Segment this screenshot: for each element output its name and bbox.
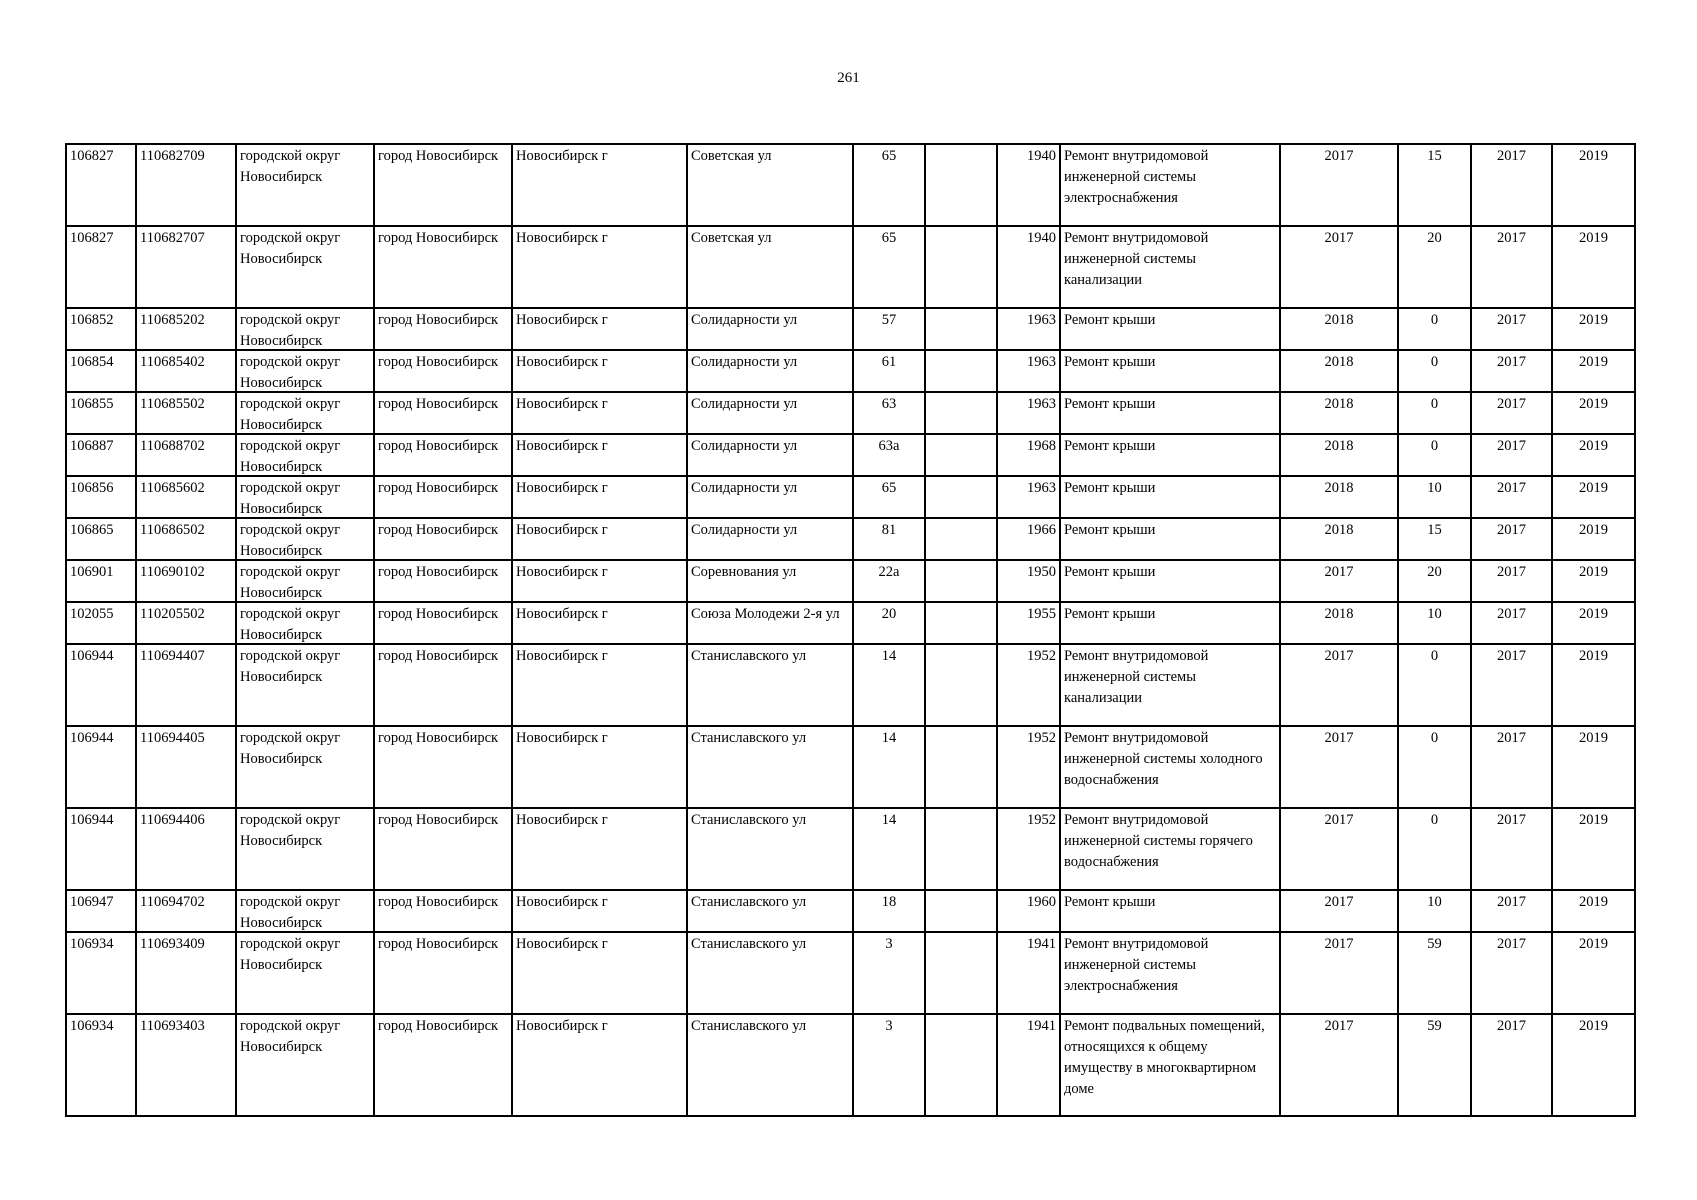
cell-code: 110694702 <box>136 890 236 932</box>
cell-id: 106944 <box>66 644 136 726</box>
cell-text: Соревнования ул <box>691 564 797 580</box>
cell-building <box>925 890 997 932</box>
cell-year-built: 1968 <box>997 434 1060 476</box>
cell-period-end: 2019 <box>1552 932 1635 1014</box>
cell-district <box>236 434 374 476</box>
cell-period-start: 2017 <box>1471 392 1552 434</box>
cell-text: Солидарности ул <box>691 354 798 370</box>
cell-text: Станиславского ул <box>691 894 807 910</box>
cell-city: Новосибирск г <box>512 350 687 392</box>
cell-text: город Новосибирск <box>378 606 499 622</box>
cell-plan-year: 2017 <box>1280 1014 1398 1116</box>
cell-period-end: 2019 <box>1552 308 1635 350</box>
cell-code: 110685402 <box>136 350 236 392</box>
cell-district: городской округ Новосибирск <box>236 726 374 808</box>
cell-city: Новосибирск г <box>512 808 687 890</box>
table-body <box>66 144 1635 1116</box>
cell-house: 61 <box>853 350 925 392</box>
cell-house: 81 <box>853 518 925 560</box>
cell-plan-year: 2017 <box>1280 890 1398 932</box>
cell-house: 65 <box>853 144 925 226</box>
cell-city: Новосибирск г <box>512 932 687 1014</box>
table-row <box>66 560 1635 602</box>
cell-city: Новосибирск г <box>512 476 687 518</box>
cell-text: город Новосибирск <box>378 396 499 412</box>
cell-district: городской округ Новосибирск <box>236 644 374 726</box>
cell-id: 106934 <box>66 1014 136 1116</box>
cell-street: Станиславского ул <box>687 726 853 808</box>
cell-text: городской округ Новосибирск <box>240 354 341 391</box>
cell-work: Ремонт внутридомовой инженерной системы электроснабжения <box>1060 144 1280 226</box>
cell-street: Станиславского ул <box>687 644 853 726</box>
cell-period-end: 2019 <box>1552 808 1635 890</box>
cell-period-end: 2019 <box>1552 890 1635 932</box>
cell-period-start: 2017 <box>1471 476 1552 518</box>
cell-settlement <box>374 434 512 476</box>
cell-year-built: 1940 <box>997 226 1060 308</box>
cell-house: 18 <box>853 890 925 932</box>
cell-plan-year: 2018 <box>1280 476 1398 518</box>
cell-plan-year: 2018 <box>1280 350 1398 392</box>
cell-settlement: город Новосибирск <box>374 144 512 226</box>
cell-year-built: 1963 <box>997 392 1060 434</box>
cell-id: 106865 <box>66 518 136 560</box>
cell-wear: 0 <box>1398 434 1471 476</box>
cell-period-start: 2017 <box>1471 518 1552 560</box>
cell-code: 110694405 <box>136 726 236 808</box>
cell-city: Новосибирск г <box>512 560 687 602</box>
cell-street <box>687 890 853 932</box>
cell-year-built: 1952 <box>997 808 1060 890</box>
cell-period-end: 2019 <box>1552 144 1635 226</box>
cell-code: 110693409 <box>136 932 236 1014</box>
cell-text: город Новосибирск <box>378 438 499 454</box>
cell-id: 106947 <box>66 890 136 932</box>
cell-building <box>925 518 997 560</box>
cell-period-end: 2019 <box>1552 392 1635 434</box>
cell-text: Солидарности ул <box>691 438 798 454</box>
cell-plan-year: 2018 <box>1280 518 1398 560</box>
cell-work: Ремонт крыши <box>1060 602 1280 644</box>
cell-house: 20 <box>853 602 925 644</box>
cell-street <box>687 392 853 434</box>
cell-code: 110685602 <box>136 476 236 518</box>
table-row <box>66 1014 1635 1116</box>
table-row <box>66 518 1635 560</box>
cell-settlement <box>374 518 512 560</box>
cell-district: городской округ Новосибирск <box>236 808 374 890</box>
cell-wear: 15 <box>1398 518 1471 560</box>
table-row <box>66 808 1635 890</box>
cell-building <box>925 560 997 602</box>
cell-text: городской округ Новосибирск <box>240 606 341 643</box>
cell-settlement: город Новосибирск <box>374 1014 512 1116</box>
cell-period-end: 2019 <box>1552 726 1635 808</box>
cell-wear: 20 <box>1398 560 1471 602</box>
cell-code: 110682707 <box>136 226 236 308</box>
table-row <box>66 308 1635 350</box>
cell-id: 106887 <box>66 434 136 476</box>
cell-house: 65 <box>853 226 925 308</box>
cell-year-built: 1955 <box>997 602 1060 644</box>
cell-year-built: 1963 <box>997 308 1060 350</box>
cell-year-built: 1963 <box>997 350 1060 392</box>
cell-period-end: 2019 <box>1552 226 1635 308</box>
cell-work: Ремонт крыши <box>1060 560 1280 602</box>
cell-text: городской округ Новосибирск <box>240 396 341 433</box>
cell-wear: 10 <box>1398 476 1471 518</box>
cell-district <box>236 476 374 518</box>
cell-street: Станиславского ул <box>687 1014 853 1116</box>
cell-settlement <box>374 890 512 932</box>
cell-building <box>925 350 997 392</box>
cell-text: городской округ Новосибирск <box>240 312 341 349</box>
cell-id: 106827 <box>66 226 136 308</box>
cell-year-built: 1940 <box>997 144 1060 226</box>
cell-street <box>687 308 853 350</box>
cell-period-start: 2017 <box>1471 560 1552 602</box>
cell-period-start: 2017 <box>1471 644 1552 726</box>
cell-period-start: 2017 <box>1471 1014 1552 1116</box>
cell-work: Ремонт внутридомовой инженерной системы холодного водоснабжения <box>1060 726 1280 808</box>
cell-district: городской округ Новосибирск <box>236 144 374 226</box>
cell-text: город Новосибирск <box>378 480 499 496</box>
cell-building <box>925 726 997 808</box>
cell-house: 65 <box>853 476 925 518</box>
cell-period-end: 2019 <box>1552 476 1635 518</box>
cell-settlement: город Новосибирск <box>374 808 512 890</box>
table-row <box>66 144 1635 226</box>
cell-house: 14 <box>853 726 925 808</box>
cell-street: Советская ул <box>687 144 853 226</box>
cell-period-start: 2017 <box>1471 602 1552 644</box>
cell-settlement: город Новосибирск <box>374 932 512 1014</box>
cell-district <box>236 518 374 560</box>
cell-settlement <box>374 476 512 518</box>
cell-code: 110694406 <box>136 808 236 890</box>
cell-period-start: 2017 <box>1471 308 1552 350</box>
cell-period-end: 2019 <box>1552 518 1635 560</box>
cell-period-start: 2017 <box>1471 144 1552 226</box>
repair-registry-table <box>65 143 1636 1117</box>
cell-work: Ремонт внутридомовой инженерной системы электроснабжения <box>1060 932 1280 1014</box>
cell-code: 110685202 <box>136 308 236 350</box>
cell-plan-year: 2018 <box>1280 392 1398 434</box>
cell-wear: 15 <box>1398 144 1471 226</box>
cell-settlement <box>374 392 512 434</box>
cell-id: 106944 <box>66 726 136 808</box>
cell-id: 106854 <box>66 350 136 392</box>
cell-id: 106856 <box>66 476 136 518</box>
cell-building <box>925 308 997 350</box>
cell-id: 106901 <box>66 560 136 602</box>
cell-plan-year: 2017 <box>1280 144 1398 226</box>
cell-id: 102055 <box>66 602 136 644</box>
cell-period-end: 2019 <box>1552 1014 1635 1116</box>
cell-building <box>925 476 997 518</box>
cell-work: Ремонт внутридомовой инженерной системы горячего водоснабжения <box>1060 808 1280 890</box>
cell-house: 14 <box>853 808 925 890</box>
cell-city: Новосибирск г <box>512 726 687 808</box>
cell-code: 110690102 <box>136 560 236 602</box>
cell-house: 63 <box>853 392 925 434</box>
cell-id: 106944 <box>66 808 136 890</box>
cell-period-end: 2019 <box>1552 350 1635 392</box>
cell-settlement: город Новосибирск <box>374 726 512 808</box>
cell-work: Ремонт крыши <box>1060 350 1280 392</box>
cell-year-built: 1950 <box>997 560 1060 602</box>
cell-text: Солидарности ул <box>691 312 798 328</box>
cell-street: Советская ул <box>687 226 853 308</box>
cell-street <box>687 518 853 560</box>
cell-wear: 59 <box>1398 1014 1471 1116</box>
cell-street: Станиславского ул <box>687 808 853 890</box>
cell-house: 63а <box>853 434 925 476</box>
cell-work: Ремонт подвальных помещений, относящихся к общему имуществу в многоквартирном доме <box>1060 1014 1280 1116</box>
cell-building <box>925 226 997 308</box>
cell-text: Солидарности ул <box>691 480 798 496</box>
cell-work: Ремонт крыши <box>1060 890 1280 932</box>
cell-plan-year: 2017 <box>1280 932 1398 1014</box>
cell-text: городской округ Новосибирск <box>240 480 341 517</box>
cell-plan-year: 2018 <box>1280 308 1398 350</box>
cell-house: 3 <box>853 932 925 1014</box>
cell-city: Новосибирск г <box>512 226 687 308</box>
cell-city: Новосибирск г <box>512 890 687 932</box>
cell-street <box>687 560 853 602</box>
cell-period-start: 2017 <box>1471 932 1552 1014</box>
cell-period-start: 2017 <box>1471 434 1552 476</box>
cell-building <box>925 1014 997 1116</box>
table-row <box>66 476 1635 518</box>
cell-settlement <box>374 602 512 644</box>
cell-code: 110686502 <box>136 518 236 560</box>
cell-house: 22а <box>853 560 925 602</box>
cell-street <box>687 476 853 518</box>
cell-wear: 0 <box>1398 808 1471 890</box>
cell-wear: 0 <box>1398 392 1471 434</box>
cell-building <box>925 808 997 890</box>
cell-plan-year: 2017 <box>1280 644 1398 726</box>
table-row <box>66 392 1635 434</box>
cell-text: городской округ Новосибирск <box>240 564 341 601</box>
cell-wear: 20 <box>1398 226 1471 308</box>
cell-wear: 59 <box>1398 932 1471 1014</box>
cell-city: Новосибирск г <box>512 434 687 476</box>
cell-text: город Новосибирск <box>378 522 499 538</box>
cell-period-end: 2019 <box>1552 434 1635 476</box>
cell-text: Солидарности ул <box>691 396 798 412</box>
cell-district: городской округ Новосибирск <box>236 226 374 308</box>
cell-period-end: 2019 <box>1552 560 1635 602</box>
cell-building <box>925 602 997 644</box>
cell-period-start: 2017 <box>1471 350 1552 392</box>
cell-wear: 10 <box>1398 890 1471 932</box>
cell-city: Новосибирск г <box>512 144 687 226</box>
cell-code: 110688702 <box>136 434 236 476</box>
cell-code: 110682709 <box>136 144 236 226</box>
table-row <box>66 602 1635 644</box>
cell-district <box>236 890 374 932</box>
cell-street: Станиславского ул <box>687 932 853 1014</box>
cell-city: Новосибирск г <box>512 602 687 644</box>
cell-district <box>236 350 374 392</box>
table-row <box>66 226 1635 308</box>
cell-work: Ремонт крыши <box>1060 518 1280 560</box>
cell-year-built: 1952 <box>997 726 1060 808</box>
cell-period-start: 2017 <box>1471 890 1552 932</box>
page-number: 261 <box>837 70 860 86</box>
table-row <box>66 350 1635 392</box>
cell-text: Союза Молодежи 2-я ул <box>691 606 840 622</box>
cell-district <box>236 560 374 602</box>
cell-period-end: 2019 <box>1552 644 1635 726</box>
cell-district <box>236 602 374 644</box>
cell-id: 106855 <box>66 392 136 434</box>
cell-city: Новосибирск г <box>512 1014 687 1116</box>
cell-wear: 10 <box>1398 602 1471 644</box>
cell-work: Ремонт крыши <box>1060 392 1280 434</box>
cell-year-built: 1941 <box>997 932 1060 1014</box>
cell-wear: 0 <box>1398 644 1471 726</box>
cell-work: Ремонт крыши <box>1060 476 1280 518</box>
cell-building <box>925 644 997 726</box>
cell-work: Ремонт крыши <box>1060 434 1280 476</box>
cell-wear: 0 <box>1398 350 1471 392</box>
cell-wear: 0 <box>1398 308 1471 350</box>
cell-code: 110685502 <box>136 392 236 434</box>
cell-text: городской округ Новосибирск <box>240 894 341 931</box>
cell-house: 14 <box>853 644 925 726</box>
cell-period-start: 2017 <box>1471 808 1552 890</box>
cell-city: Новосибирск г <box>512 392 687 434</box>
cell-year-built: 1941 <box>997 1014 1060 1116</box>
cell-street <box>687 350 853 392</box>
cell-plan-year: 2017 <box>1280 726 1398 808</box>
cell-plan-year: 2018 <box>1280 602 1398 644</box>
cell-wear: 0 <box>1398 726 1471 808</box>
table-row <box>66 890 1635 932</box>
cell-text: город Новосибирск <box>378 564 499 580</box>
table-row <box>66 932 1635 1014</box>
cell-period-start: 2017 <box>1471 726 1552 808</box>
cell-year-built: 1963 <box>997 476 1060 518</box>
cell-code: 110694407 <box>136 644 236 726</box>
cell-city: Новосибирск г <box>512 308 687 350</box>
cell-period-start: 2017 <box>1471 226 1552 308</box>
cell-district: городской округ Новосибирск <box>236 932 374 1014</box>
table-row <box>66 434 1635 476</box>
cell-text: город Новосибирск <box>378 894 499 910</box>
cell-street <box>687 602 853 644</box>
cell-year-built: 1952 <box>997 644 1060 726</box>
cell-settlement <box>374 560 512 602</box>
cell-city: Новосибирск г <box>512 644 687 726</box>
cell-district: городской округ Новосибирск <box>236 1014 374 1116</box>
cell-house: 3 <box>853 1014 925 1116</box>
cell-settlement <box>374 350 512 392</box>
cell-id: 106852 <box>66 308 136 350</box>
cell-street <box>687 434 853 476</box>
cell-text: городской округ Новосибирск <box>240 522 341 559</box>
cell-building <box>925 434 997 476</box>
cell-settlement: город Новосибирск <box>374 226 512 308</box>
cell-city: Новосибирск г <box>512 518 687 560</box>
cell-work: Ремонт внутридомовой инженерной системы канализации <box>1060 644 1280 726</box>
cell-code: 110693403 <box>136 1014 236 1116</box>
cell-building <box>925 392 997 434</box>
cell-text: город Новосибирск <box>378 354 499 370</box>
table-row <box>66 726 1635 808</box>
cell-text: город Новосибирск <box>378 312 499 328</box>
cell-settlement: город Новосибирск <box>374 644 512 726</box>
cell-work: Ремонт крыши <box>1060 308 1280 350</box>
table-row <box>66 644 1635 726</box>
cell-plan-year: 2017 <box>1280 560 1398 602</box>
cell-plan-year: 2017 <box>1280 226 1398 308</box>
cell-work: Ремонт внутридомовой инженерной системы канализации <box>1060 226 1280 308</box>
cell-id: 106934 <box>66 932 136 1014</box>
cell-district <box>236 392 374 434</box>
cell-id: 106827 <box>66 144 136 226</box>
cell-year-built: 1960 <box>997 890 1060 932</box>
cell-plan-year: 2018 <box>1280 434 1398 476</box>
cell-district <box>236 308 374 350</box>
cell-plan-year: 2017 <box>1280 808 1398 890</box>
cell-text: Солидарности ул <box>691 522 798 538</box>
cell-text: городской округ Новосибирск <box>240 438 341 475</box>
cell-code: 110205502 <box>136 602 236 644</box>
cell-year-built: 1966 <box>997 518 1060 560</box>
cell-building <box>925 932 997 1014</box>
cell-settlement <box>374 308 512 350</box>
cell-house: 57 <box>853 308 925 350</box>
cell-building <box>925 144 997 226</box>
cell-period-end: 2019 <box>1552 602 1635 644</box>
